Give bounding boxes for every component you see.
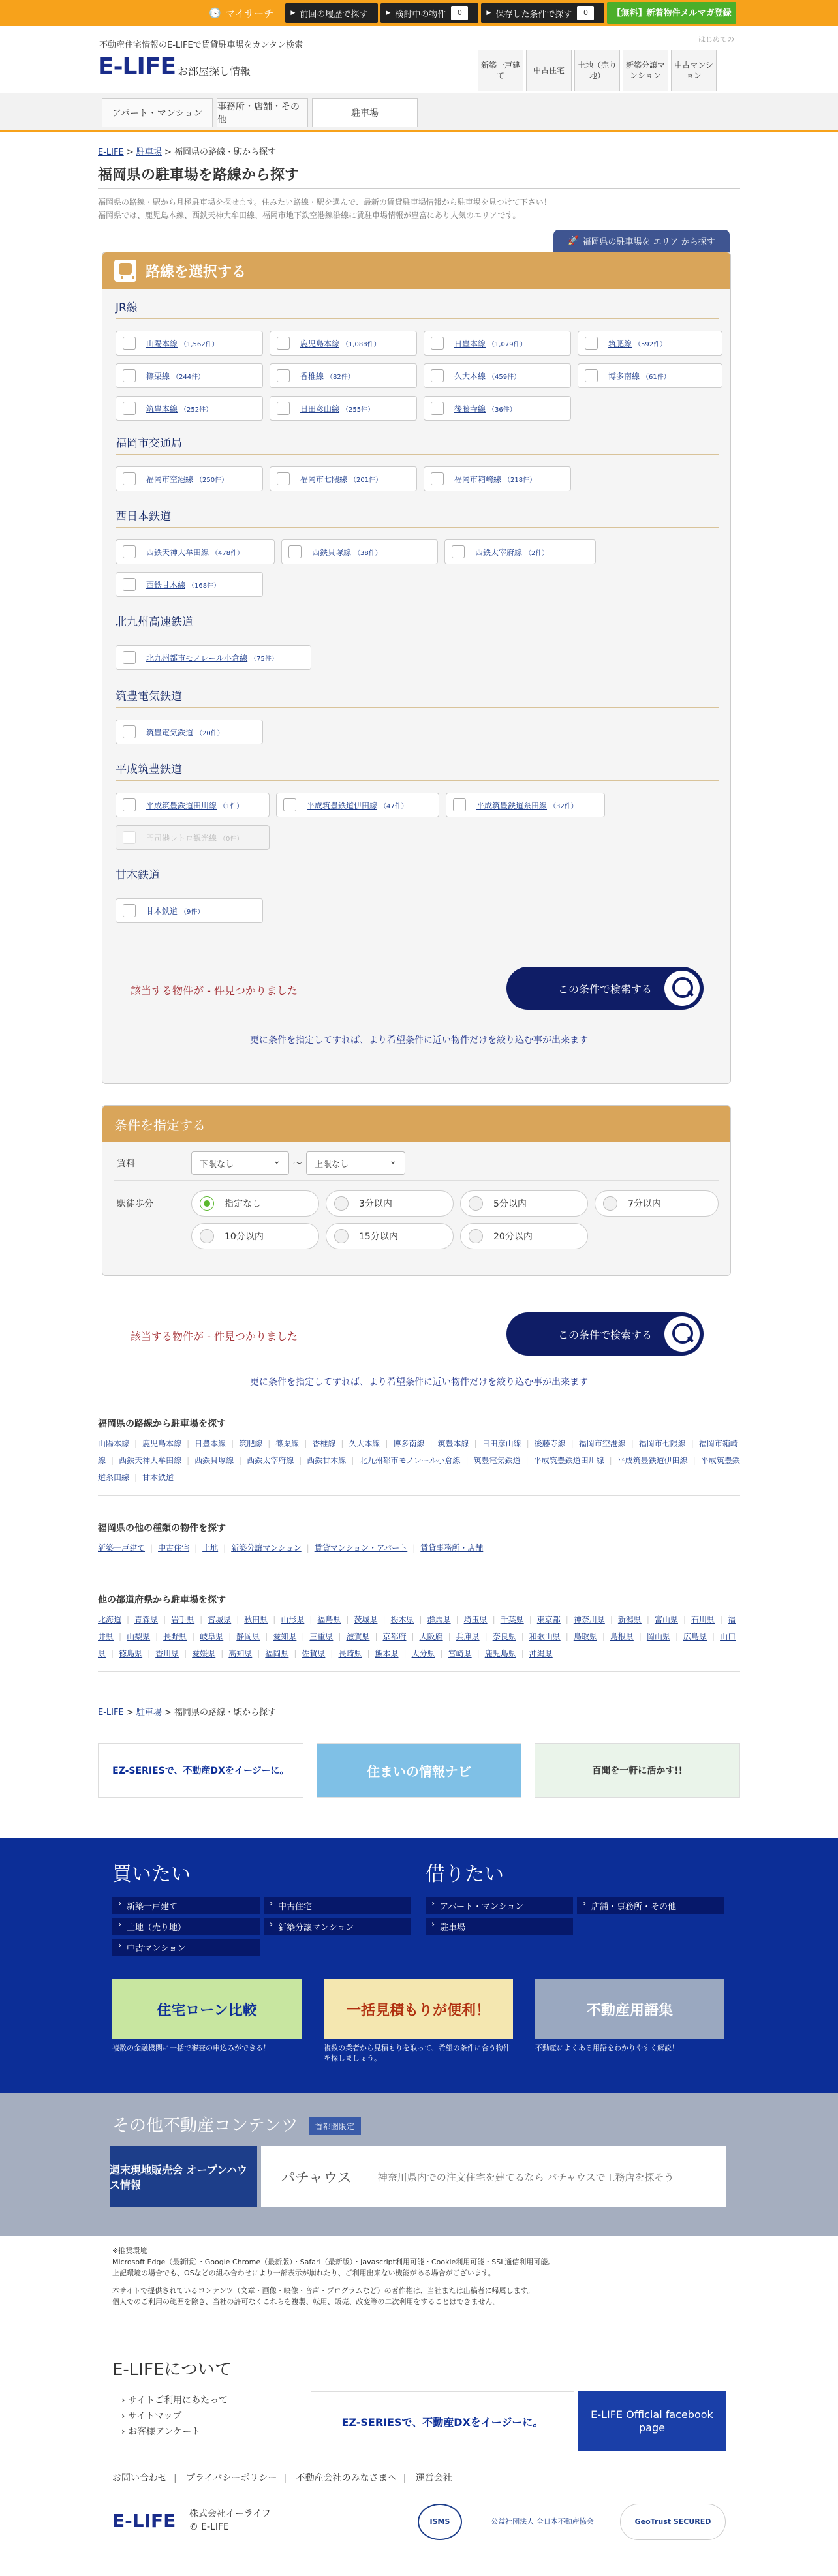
link-item[interactable]: 島根県 — [610, 1632, 634, 1641]
separator: | — [429, 1439, 433, 1448]
line-checkbox[interactable]: 鹿児島本線 （1,088件） — [270, 331, 417, 356]
separator: | — [683, 1615, 686, 1624]
buy-column: 買いたい › 新築一戸建て › 中古住宅 › 土地（売り地） › 新築分譲マンション › 中古マンション — [112, 1858, 419, 1956]
separator: | — [570, 1439, 574, 1448]
link-item[interactable]: 三重県 — [309, 1632, 334, 1641]
saved-search-button[interactable]: ▶ 保存した条件で探す 0 — [481, 3, 604, 23]
footer-logo[interactable]: E-LIFE — [112, 2509, 176, 2532]
mysearch-link[interactable]: 🕓 マイサーチ — [209, 7, 274, 20]
area-search-link[interactable]: 🚀 福岡県の駐車場を エリア から探す — [553, 230, 730, 252]
link-item[interactable]: 和歌山県 — [529, 1632, 561, 1641]
about-title: E-LIFEについて — [112, 2360, 232, 2380]
link-item[interactable]: 北海道 — [98, 1615, 122, 1624]
walk-radio-7[interactable]: 7分以内 — [595, 1190, 719, 1217]
notes: ※推奨環境 Microsoft Edge（最新版）・Google Chrome（最新版）・Safari（最新版）・Javascript利用可能・Cookie利用可能・SSL通信利用可能。 上記環境の場合でも、OSなどの組み合わせにより一部表示が崩れたり、ご利用出来ない機能がある場合がございます。 本サイトで提供されているコンテンツ（文章・画像・映像・音声・プログラムなど）の著作権は、当社または出稿者に帰属します。 個人でのご利用の範囲を除き、当社の許可なくこれらを複製、転用、販売、改変等の二次利用をすることはできません。 — [112, 2247, 555, 2306]
link-item[interactable]: 山陽本線 — [98, 1439, 130, 1448]
separator: | — [221, 1649, 224, 1658]
separator: | — [411, 1632, 414, 1641]
route-links-section: 福岡県の路線から駐車場を探す 山陽本線 | 鹿児島本線 | 日豊本線 | 筑肥線 | 篠栗線 | 香椎線 | 久大本線 | 博多南線 | 筑豊本線 | 日田彦山線 | 後藤寺線 | 福岡市空港線 | 福岡市七隈線 | 福岡市箱崎線 | 西鉄天神大牟田線 | 西鉄貝塚線 | 西鉄太宰府線 | 西鉄甘木線 | 北九州都市モノレール小倉線 | 筑豊電気鉄道 | 平成筑豊鉄道田川線 | 平成筑豊鉄道伊田線 | 平成筑豊鉄道糸田線 | 甘木鉄道 — [98, 1417, 740, 1496]
link-item[interactable]: 博多南線 — [393, 1439, 425, 1448]
newsletter-button[interactable]: 【無料】新着物件 メルマガ登録 — [607, 2, 736, 24]
clock-icon: 🕓 — [209, 7, 221, 19]
link-item[interactable]: 西鉄貝塚線 — [194, 1456, 234, 1465]
line-checkbox[interactable]: 西鉄甘木線 （168件） — [116, 572, 263, 597]
tab-apartment[interactable]: アパート・マンション — [102, 98, 213, 127]
separator: | — [239, 1456, 242, 1465]
search-button[interactable]: この条件で検索する — [506, 967, 704, 1010]
other-type-link-list — [98, 1539, 740, 1556]
logo[interactable]: E-LIFE — [98, 53, 176, 80]
breadcrumb-home[interactable]: E-LIFE — [98, 1708, 124, 1718]
breadcrumb: E-LIFE > 駐車場 > 福岡県の路線・駅から探す — [98, 147, 277, 157]
link-item[interactable]: 宮城県 — [208, 1615, 232, 1624]
link-item[interactable]: 広島県 — [683, 1632, 707, 1641]
link-item[interactable]: 神奈川県 — [573, 1615, 605, 1624]
link-item[interactable]: 中古住宅 — [158, 1543, 190, 1553]
terms-link[interactable]: › サイトご利用にあたって — [121, 2393, 228, 2408]
line-checkbox-disabled: 門司港レトロ観光線 （0件） — [116, 825, 270, 850]
region-badge: 首都圏限定 — [309, 2117, 361, 2135]
page-title: 福岡県の駐車場を路線から探す — [98, 164, 740, 189]
separator: | — [610, 1615, 613, 1624]
link-item[interactable]: 福島県 — [317, 1615, 341, 1624]
link-item[interactable]: 石川県 — [691, 1615, 715, 1624]
line-checkbox[interactable]: 福岡市空港線 （250件） — [116, 466, 263, 491]
rent-apartment[interactable]: › アパート・マンション — [426, 1897, 573, 1914]
line-checkbox[interactable]: 福岡市七隈線 （201件） — [270, 466, 417, 491]
category-tabs — [0, 93, 838, 132]
separator: | — [231, 1439, 234, 1448]
link-item[interactable]: 山形県 — [281, 1615, 305, 1624]
walk-radio-10[interactable]: 10分以内 — [191, 1223, 319, 1249]
link-item[interactable]: 大分県 — [411, 1649, 435, 1658]
link-item[interactable]: 平成筑豊鉄道伊田線 — [617, 1456, 688, 1465]
separator: | — [720, 1615, 723, 1624]
logo-subtitle: お部屋探し情報 — [178, 65, 251, 78]
separator: | — [184, 1649, 187, 1658]
separator: | — [306, 1543, 309, 1553]
link-item[interactable]: 長崎県 — [338, 1649, 362, 1658]
link-item[interactable]: 千葉県 — [500, 1615, 524, 1624]
separator: | — [127, 1615, 130, 1624]
link-item[interactable]: 福岡県 — [265, 1649, 289, 1658]
walk-radio-3[interactable]: 3分以内 — [326, 1190, 454, 1217]
separator: | — [200, 1615, 203, 1624]
hint-text: 更に条件を指定してすれば、より希望条件に近い物件だけを絞り込む事が出来ます — [250, 1377, 588, 1387]
separator: | — [675, 1632, 678, 1641]
help-link[interactable]: はじめての — [698, 35, 734, 44]
route-link-list — [98, 1435, 740, 1486]
link-item[interactable]: 西鉄天神大牟田線 — [119, 1456, 182, 1465]
nav-used-mansion[interactable]: 中古マンション — [671, 50, 717, 91]
link-item[interactable]: 山口県 — [98, 1632, 736, 1658]
nav-land[interactable]: 土地（売り地） — [574, 50, 620, 91]
breadcrumb-current: 福岡県の路線・駅から探す — [174, 1708, 277, 1718]
ez-series-banner[interactable]: EZ-SERIESで、不動産DXをイージーに。 — [98, 1743, 303, 1798]
separator: | — [521, 1649, 524, 1658]
prefecture-section: 他の都道府県から駐車場を探す 北海道 | 青森県 | 岩手県 | 宮城県 | 秋田県 | 山形県 | 福島県 | 茨城県 | 栃木県 | 群馬県 | 埼玉県 | 千葉県 | 東京都 | 神奈川県 | 新潟県 | 富山県 | 石川県 | 福井県 | 山梨県 | 長野県 | 岐阜県 | 静岡県 | 愛知県 | 三重県 | 滋賀県 | 京都府 | 大阪府 | 兵庫県 | 奈良県 | 和歌山県 | 鳥取県 | 島根県 | 岡山県 | 広島県 | 山口県 | 徳島県 | 香川県 | 愛媛県 | 高知県 | 福岡県 | 佐賀県 | 長崎県 | 熊本県 | 大分県 | 宮崎県 | 鹿児島県 | 沖縄県 — [98, 1593, 740, 1672]
survey-link[interactable]: › お客様アンケート — [121, 2424, 228, 2440]
link-item[interactable]: 茨城県 — [354, 1615, 378, 1624]
separator: | — [692, 1456, 696, 1465]
result-count-text: 該当する物件が - 件見つかりました — [131, 984, 298, 997]
condition-panel — [102, 1105, 731, 1276]
line-checkbox[interactable]: 筑豊電気鉄道 （20件） — [116, 720, 263, 744]
top-bar — [0, 0, 838, 26]
nav-new-house[interactable]: 新築一戸建て — [478, 50, 523, 91]
walk-radio-20[interactable]: 20分以内 — [460, 1223, 588, 1249]
separator: | — [712, 1632, 715, 1641]
separator: | — [236, 1615, 240, 1624]
separator: | — [111, 1456, 114, 1465]
considering-button[interactable]: ▶ 検討中の物件 0 — [380, 3, 478, 23]
separator: | — [338, 1632, 341, 1641]
buy-used-house[interactable]: › 中古住宅 — [264, 1897, 411, 1914]
copyright: E-LIFE 株式会社イーライフ © E-LIFE — [112, 2509, 271, 2532]
history-search-button[interactable]: ▶ 前回の履歴で探す — [285, 3, 378, 23]
walk-radio-none[interactable]: 指定なし — [191, 1190, 319, 1217]
tab-parking[interactable]: 駐車場 — [312, 98, 418, 127]
link-item[interactable]: 高知県 — [228, 1649, 253, 1658]
footer-links: お問い合わせ | プライバシーポリシー | 不動産会社のみなさまへ | 運営会社 — [112, 2473, 452, 2483]
link-item[interactable]: 静岡県 — [236, 1632, 260, 1641]
open-house-banner[interactable]: 週末現地販売会 オープンハウス情報 — [110, 2146, 257, 2207]
link-item[interactable]: 東京都 — [536, 1615, 561, 1624]
separator: | — [346, 1615, 349, 1624]
link-item[interactable]: 徳島県 — [119, 1649, 143, 1658]
link-item[interactable]: 鹿児島県 — [484, 1649, 516, 1658]
sumai-navi-banner[interactable]: 住まいの情報ナビ — [317, 1743, 522, 1798]
link-item[interactable]: 土地 — [202, 1543, 219, 1553]
separator: | — [691, 1439, 694, 1448]
line-checkbox[interactable]: 福岡市箱崎線 （218件） — [424, 466, 571, 491]
other-contents-title: その他不動産コンテンツ 首都圏限定 — [112, 2112, 361, 2136]
line-checkbox[interactable]: 北九州都市モノレール小倉線 （75件） — [116, 645, 311, 670]
line-checkbox[interactable]: 平成筑豊鉄道田川線 （1件） — [116, 793, 270, 817]
rent-office[interactable]: › 店舗・事務所・その他 — [577, 1897, 724, 1914]
intro-text: 福岡県の路線・駅から月極駐車場を探せます。住みたい路線・駅を選んで、最新の賃貸駐車場情報から駐車場を見つけて下さい！ 福岡県では、鹿児島本線、西鉄天神大牟田線、福岡市地下鉄空港線沿線に賃駐車場情報が豊富にあり人気のエリアです。 — [98, 198, 551, 220]
privacy-link[interactable]: プライバシーポリシー — [186, 2473, 277, 2483]
link-item[interactable]: 篠栗線 — [275, 1439, 300, 1448]
line-checkbox[interactable]: 平成筑豊鉄道伊田線 （47件） — [276, 793, 439, 817]
group-chikuho: 筑豊電気鉄道 筑豊電気鉄道 （20件） — [116, 687, 719, 708]
link-item[interactable]: 香椎線 — [312, 1439, 336, 1448]
hint-text: 更に条件を指定してすれば、より希望条件に近い物件だけを絞り込む事が出来ます — [250, 1035, 588, 1046]
link-item[interactable]: 山梨県 — [127, 1632, 151, 1641]
separator: | — [304, 1439, 307, 1448]
link-item[interactable]: 滋賀県 — [346, 1632, 370, 1641]
separator: | — [465, 1456, 469, 1465]
separator: | — [223, 1543, 226, 1553]
link-item[interactable]: 日豊本線 — [194, 1439, 226, 1448]
rent-range-separator: 〜 — [293, 1159, 302, 1169]
banner-row — [98, 1743, 740, 1798]
buy-land[interactable]: › 土地（売り地） — [112, 1918, 260, 1935]
nav-new-mansion[interactable]: 新築分譲マンション — [623, 50, 668, 91]
result-row — [131, 1312, 707, 1358]
line-checkbox[interactable]: 山陽本線 （1,562件） — [116, 331, 263, 356]
group-fukuoka-city: 福岡市交通局 福岡市空港線 （250件） 福岡市七隈線 （201件） 福岡市箱崎線 （218件） — [116, 434, 719, 455]
result-count-text: 該当する物件が - 件見つかりました — [131, 1330, 298, 1342]
tab-office[interactable]: 事務所・店舗・その他 — [217, 98, 308, 127]
separator: | — [150, 1543, 153, 1553]
separator: | — [419, 1615, 422, 1624]
separator: | — [375, 1632, 378, 1641]
breadcrumb-parking[interactable]: 駐車場 — [136, 1708, 162, 1718]
moving-card[interactable]: 一括見積もりが便利！ 複数の業者から見積もりを取って、希望の条件に合う物件を探しましょう。 — [324, 1979, 513, 2064]
link-item[interactable]: 愛知県 — [273, 1632, 297, 1641]
line-checkbox[interactable]: 筑豊本線 （252件） — [116, 396, 263, 421]
separator: | — [341, 1439, 344, 1448]
link-item[interactable]: 沖縄県 — [529, 1649, 553, 1658]
glossary-card[interactable]: 不動産用語集 不動産によくある用語をわかりやすく解説！ — [535, 1979, 724, 2053]
link-item[interactable]: 長野県 — [163, 1632, 187, 1641]
other-contents — [0, 2093, 838, 2236]
geotrust-badge[interactable]: GeoTrust SECURED — [620, 2504, 726, 2540]
link-item[interactable]: 筑豊本線 — [437, 1439, 469, 1448]
link-item[interactable]: 栃木県 — [390, 1615, 414, 1624]
separator: | — [521, 1632, 524, 1641]
separator: | — [187, 1456, 190, 1465]
rent-max-select[interactable]: 上限なし ⌄ — [306, 1151, 405, 1175]
walk-radio-5[interactable]: 5分以内 — [460, 1190, 588, 1217]
breadcrumb-parking[interactable]: 駐車場 — [136, 147, 162, 157]
link-item[interactable]: 平成筑豊鉄道糸田線 — [98, 1456, 740, 1482]
train-icon — [114, 260, 136, 282]
company-link[interactable]: 運営会社 — [415, 2473, 452, 2483]
buy-used-mansion[interactable]: › 中古マンション — [112, 1939, 260, 1956]
link-item[interactable]: 岡山県 — [646, 1632, 670, 1641]
line-checkbox[interactable]: 香椎線 （82件） — [270, 363, 417, 388]
saved-count: 0 — [577, 6, 594, 20]
separator: | — [526, 1439, 529, 1448]
link-item[interactable]: 久大本線 — [349, 1439, 380, 1448]
link-item[interactable]: 秋田県 — [244, 1615, 268, 1624]
hyakubun-banner[interactable]: 百聞を一軒に活かす!! — [535, 1743, 740, 1798]
separator: | — [630, 1439, 634, 1448]
header — [98, 34, 740, 93]
search-icon — [664, 1316, 700, 1352]
group-kitakyushu: 北九州高速鉄道 北九州都市モノレール小倉線 （75件） — [116, 613, 719, 633]
group-nishitetsu: 西日本鉄道 西鉄天神大牟田線 （478件） 西鉄貝塚線 （38件） 西鉄太宰府線 （2件） 西鉄甘木線 （168件） — [116, 507, 719, 528]
separator: | — [294, 1649, 297, 1658]
separator: | — [268, 1439, 271, 1448]
link-item[interactable]: 福岡市空港線 — [578, 1439, 626, 1448]
line-checkbox[interactable]: 西鉄天神大牟田線 （478件） — [116, 539, 275, 564]
separator: | — [351, 1456, 354, 1465]
separator: | — [609, 1456, 612, 1465]
separator: | — [119, 1632, 122, 1641]
breadcrumb-bottom: E-LIFE > 駐車場 > 福岡県の路線・駅から探す — [98, 1708, 277, 1718]
footer-categories — [0, 1838, 838, 2093]
separator: | — [257, 1649, 260, 1658]
separator: | — [403, 1649, 407, 1658]
link-item[interactable]: 福岡市七隈線 — [638, 1439, 686, 1448]
separator: | — [646, 1615, 649, 1624]
link-item[interactable]: 賃貸事務所・店舗 — [420, 1543, 484, 1553]
link-item[interactable]: 奈良県 — [492, 1632, 516, 1641]
link-item[interactable]: 賃貸マンション・アパート — [314, 1543, 408, 1553]
about-links — [121, 2393, 228, 2440]
rent-parking[interactable]: › 駐車場 — [426, 1918, 573, 1935]
rocket-icon: 🚀 — [568, 235, 579, 246]
link-item[interactable]: 福岡市箱崎線 — [98, 1439, 738, 1465]
nav-used-house[interactable]: 中古住宅 — [526, 50, 572, 91]
pachaus-banner[interactable]: パチャウス 神奈川県内での注文住宅を建てるなら パチャウスで工務店を探そう — [261, 2146, 726, 2207]
facebook-banner[interactable]: E-LIFE Official facebook page — [578, 2391, 726, 2451]
breadcrumb-current: 福岡県の路線・駅から探す — [174, 147, 277, 157]
line-checkbox[interactable]: 西鉄太宰府線 （2件） — [444, 539, 596, 564]
condition-panel-header: 条件を指定する — [102, 1106, 730, 1142]
separator: | — [273, 1615, 276, 1624]
buy-new-mansion[interactable]: › 新築分譲マンション — [264, 1918, 411, 1935]
link-item[interactable]: 岐阜県 — [200, 1632, 224, 1641]
separator: | — [111, 1649, 114, 1658]
separator: | — [228, 1632, 232, 1641]
separator: | — [456, 1615, 459, 1624]
route-panel — [102, 252, 731, 1084]
link-item[interactable]: 日田彦山線 — [482, 1439, 521, 1448]
separator: | — [412, 1543, 416, 1553]
separator: | — [602, 1632, 605, 1641]
separator: | — [194, 1543, 198, 1553]
about-section — [0, 2330, 838, 2576]
sitemap-link[interactable]: › サイトマップ — [121, 2408, 228, 2424]
separator: | — [265, 1632, 268, 1641]
rent-label: 賃料 — [117, 1159, 135, 1169]
group-jr: JR線 山陽本線 （1,562件） 鹿児島本線 （1,088件） 日豊本線 （1,079件） 筑肥線 （592件） 篠栗線 （244件） 香椎線 （82件） 久大本線 （459件） 博多南線 （61件） 筑豊本線 （252件） 日田彦山線 （255件） 後藤寺線 （36件） — [116, 298, 719, 422]
separator: | — [565, 1615, 568, 1624]
link-item[interactable]: 熊本県 — [375, 1649, 399, 1658]
line-checkbox[interactable]: 日豊本線 （1,079件） — [424, 331, 571, 356]
separator: | — [484, 1632, 488, 1641]
line-checkbox[interactable]: 筑肥線 （592件） — [578, 331, 722, 356]
contact-link[interactable]: お問い合わせ — [112, 2473, 167, 2483]
separator: | — [134, 1439, 138, 1448]
link-item[interactable]: 愛媛県 — [192, 1649, 216, 1658]
line-checkbox[interactable]: 甘木鉄道 （9件） — [116, 898, 263, 923]
group-amagi: 甘木鉄道 甘木鉄道 （9件） — [116, 866, 719, 886]
link-item[interactable]: 甘木鉄道 — [142, 1473, 174, 1482]
walk-label: 駅徒歩分 — [117, 1199, 153, 1209]
link-item[interactable]: 大阪府 — [419, 1632, 443, 1641]
result-row — [131, 967, 707, 1012]
line-checkbox[interactable]: 西鉄貝塚線 （38件） — [281, 539, 438, 564]
separator: | — [565, 1632, 568, 1641]
separator: | — [382, 1615, 386, 1624]
link-item[interactable]: 北九州都市モノレール小倉線 — [359, 1456, 461, 1465]
link-item[interactable]: 京都府 — [382, 1632, 407, 1641]
link-item[interactable]: 青森県 — [134, 1615, 159, 1624]
link-item[interactable]: 西鉄甘木線 — [307, 1456, 347, 1465]
link-item[interactable]: 兵庫県 — [456, 1632, 480, 1641]
other-types-section: 福岡県の他の種類の物件を探す 新築一戸建て | 中古住宅 | 土地 | 新築分譲マンション | 賃貸マンション・アパート | 賃貸事務所・店舗 — [98, 1521, 740, 1566]
considering-count: 0 — [451, 6, 468, 20]
for-agents-link[interactable]: 不動産会社のみなさまへ — [296, 2473, 397, 2483]
link-item[interactable]: 筑肥線 — [239, 1439, 263, 1448]
link-item[interactable]: 新潟県 — [617, 1615, 642, 1624]
main-content — [98, 145, 740, 1780]
separator: | — [192, 1632, 195, 1641]
separator: | — [134, 1473, 138, 1482]
line-checkbox[interactable]: 日田彦山線 （255件） — [270, 396, 417, 421]
separator: | — [299, 1456, 302, 1465]
rent-column: 借りたい › アパート・マンション › 店舗・事務所・その他 › 駐車場 — [426, 1858, 732, 1935]
link-item[interactable]: 宮崎県 — [448, 1649, 472, 1658]
link-item[interactable]: 福井県 — [98, 1615, 736, 1641]
separator: | — [448, 1632, 451, 1641]
walk-radio-15[interactable]: 15分以内 — [326, 1223, 454, 1249]
separator: | — [529, 1615, 532, 1624]
link-item[interactable]: 群馬県 — [427, 1615, 451, 1624]
separator: | — [147, 1649, 151, 1658]
separator: | — [330, 1649, 334, 1658]
separator: | — [385, 1439, 388, 1448]
loan-card[interactable]: 住宅ローン比較 複数の金融機関に一括で審査の申込みができる！ — [112, 1979, 302, 2053]
link-item[interactable]: 筑豊電気鉄道 — [473, 1456, 521, 1465]
link-item[interactable]: 平成筑豊鉄道田川線 — [533, 1456, 604, 1465]
header-nav — [478, 50, 717, 91]
separator: | — [525, 1456, 529, 1465]
line-checkbox[interactable]: 久大本線 （459件） — [424, 363, 571, 388]
link-item[interactable]: 新築分譲マンション — [231, 1543, 302, 1553]
separator: | — [638, 1632, 642, 1641]
group-heisei-chikuho: 平成筑豊鉄道 平成筑豊鉄道田川線 （1件） 平成筑豊鉄道伊田線 （47件） 平成筑豊鉄道糸田線 （32件） 門司港レトロ観光線 （0件） — [116, 760, 719, 781]
rent-min-select[interactable]: 下限なし ⌄ — [191, 1151, 289, 1175]
line-checkbox[interactable]: 篠栗線 （244件） — [116, 363, 263, 388]
separator: | — [187, 1439, 190, 1448]
separator: | — [492, 1615, 495, 1624]
prefecture-link-list — [98, 1611, 740, 1662]
link-item[interactable]: 新築一戸建て — [98, 1543, 146, 1553]
link-item[interactable]: 鳥取県 — [573, 1632, 597, 1641]
separator: | — [302, 1632, 305, 1641]
separator: | — [476, 1649, 480, 1658]
line-checkbox[interactable]: 平成筑豊鉄道糸田線 （32件） — [446, 793, 605, 817]
link-item[interactable]: 岩手県 — [171, 1615, 195, 1624]
separator: | — [155, 1632, 159, 1641]
buy-new-house[interactable]: › 新築一戸建て — [112, 1897, 260, 1914]
separator: | — [440, 1649, 443, 1658]
link-item[interactable]: 鹿児島本線 — [142, 1439, 182, 1448]
line-checkbox[interactable]: 博多南線 （61件） — [578, 363, 722, 388]
zennichi-badge: 公益社団法人 全日本不動産協会 — [491, 2517, 594, 2526]
link-item[interactable]: 香川県 — [155, 1649, 179, 1658]
ez-series-footer-banner[interactable]: EZ-SERIESで、不動産DXをイージーに。 — [311, 2391, 574, 2451]
line-checkbox[interactable]: 後藤寺線 （36件） — [424, 396, 571, 421]
breadcrumb-home[interactable]: E-LIFE — [98, 147, 124, 157]
search-icon — [664, 971, 700, 1006]
link-item[interactable]: 西鉄太宰府線 — [247, 1456, 294, 1465]
search-button[interactable]: この条件で検索する — [506, 1312, 704, 1356]
link-item[interactable]: 佐賀県 — [302, 1649, 326, 1658]
separator: | — [163, 1615, 166, 1624]
link-item[interactable]: 後藤寺線 — [534, 1439, 566, 1448]
isms-badge: ISMS — [418, 2504, 462, 2540]
link-item[interactable]: 富山県 — [654, 1615, 678, 1624]
separator: | — [309, 1615, 313, 1624]
route-panel-header: 路線を選択する — [102, 252, 730, 289]
separator: | — [367, 1649, 370, 1658]
tagline: 不動産住宅情報のE-LIFEで賃貸駐車場をカンタン検索 — [99, 40, 303, 50]
separator: | — [474, 1439, 477, 1448]
link-item[interactable]: 埼玉県 — [463, 1615, 488, 1624]
